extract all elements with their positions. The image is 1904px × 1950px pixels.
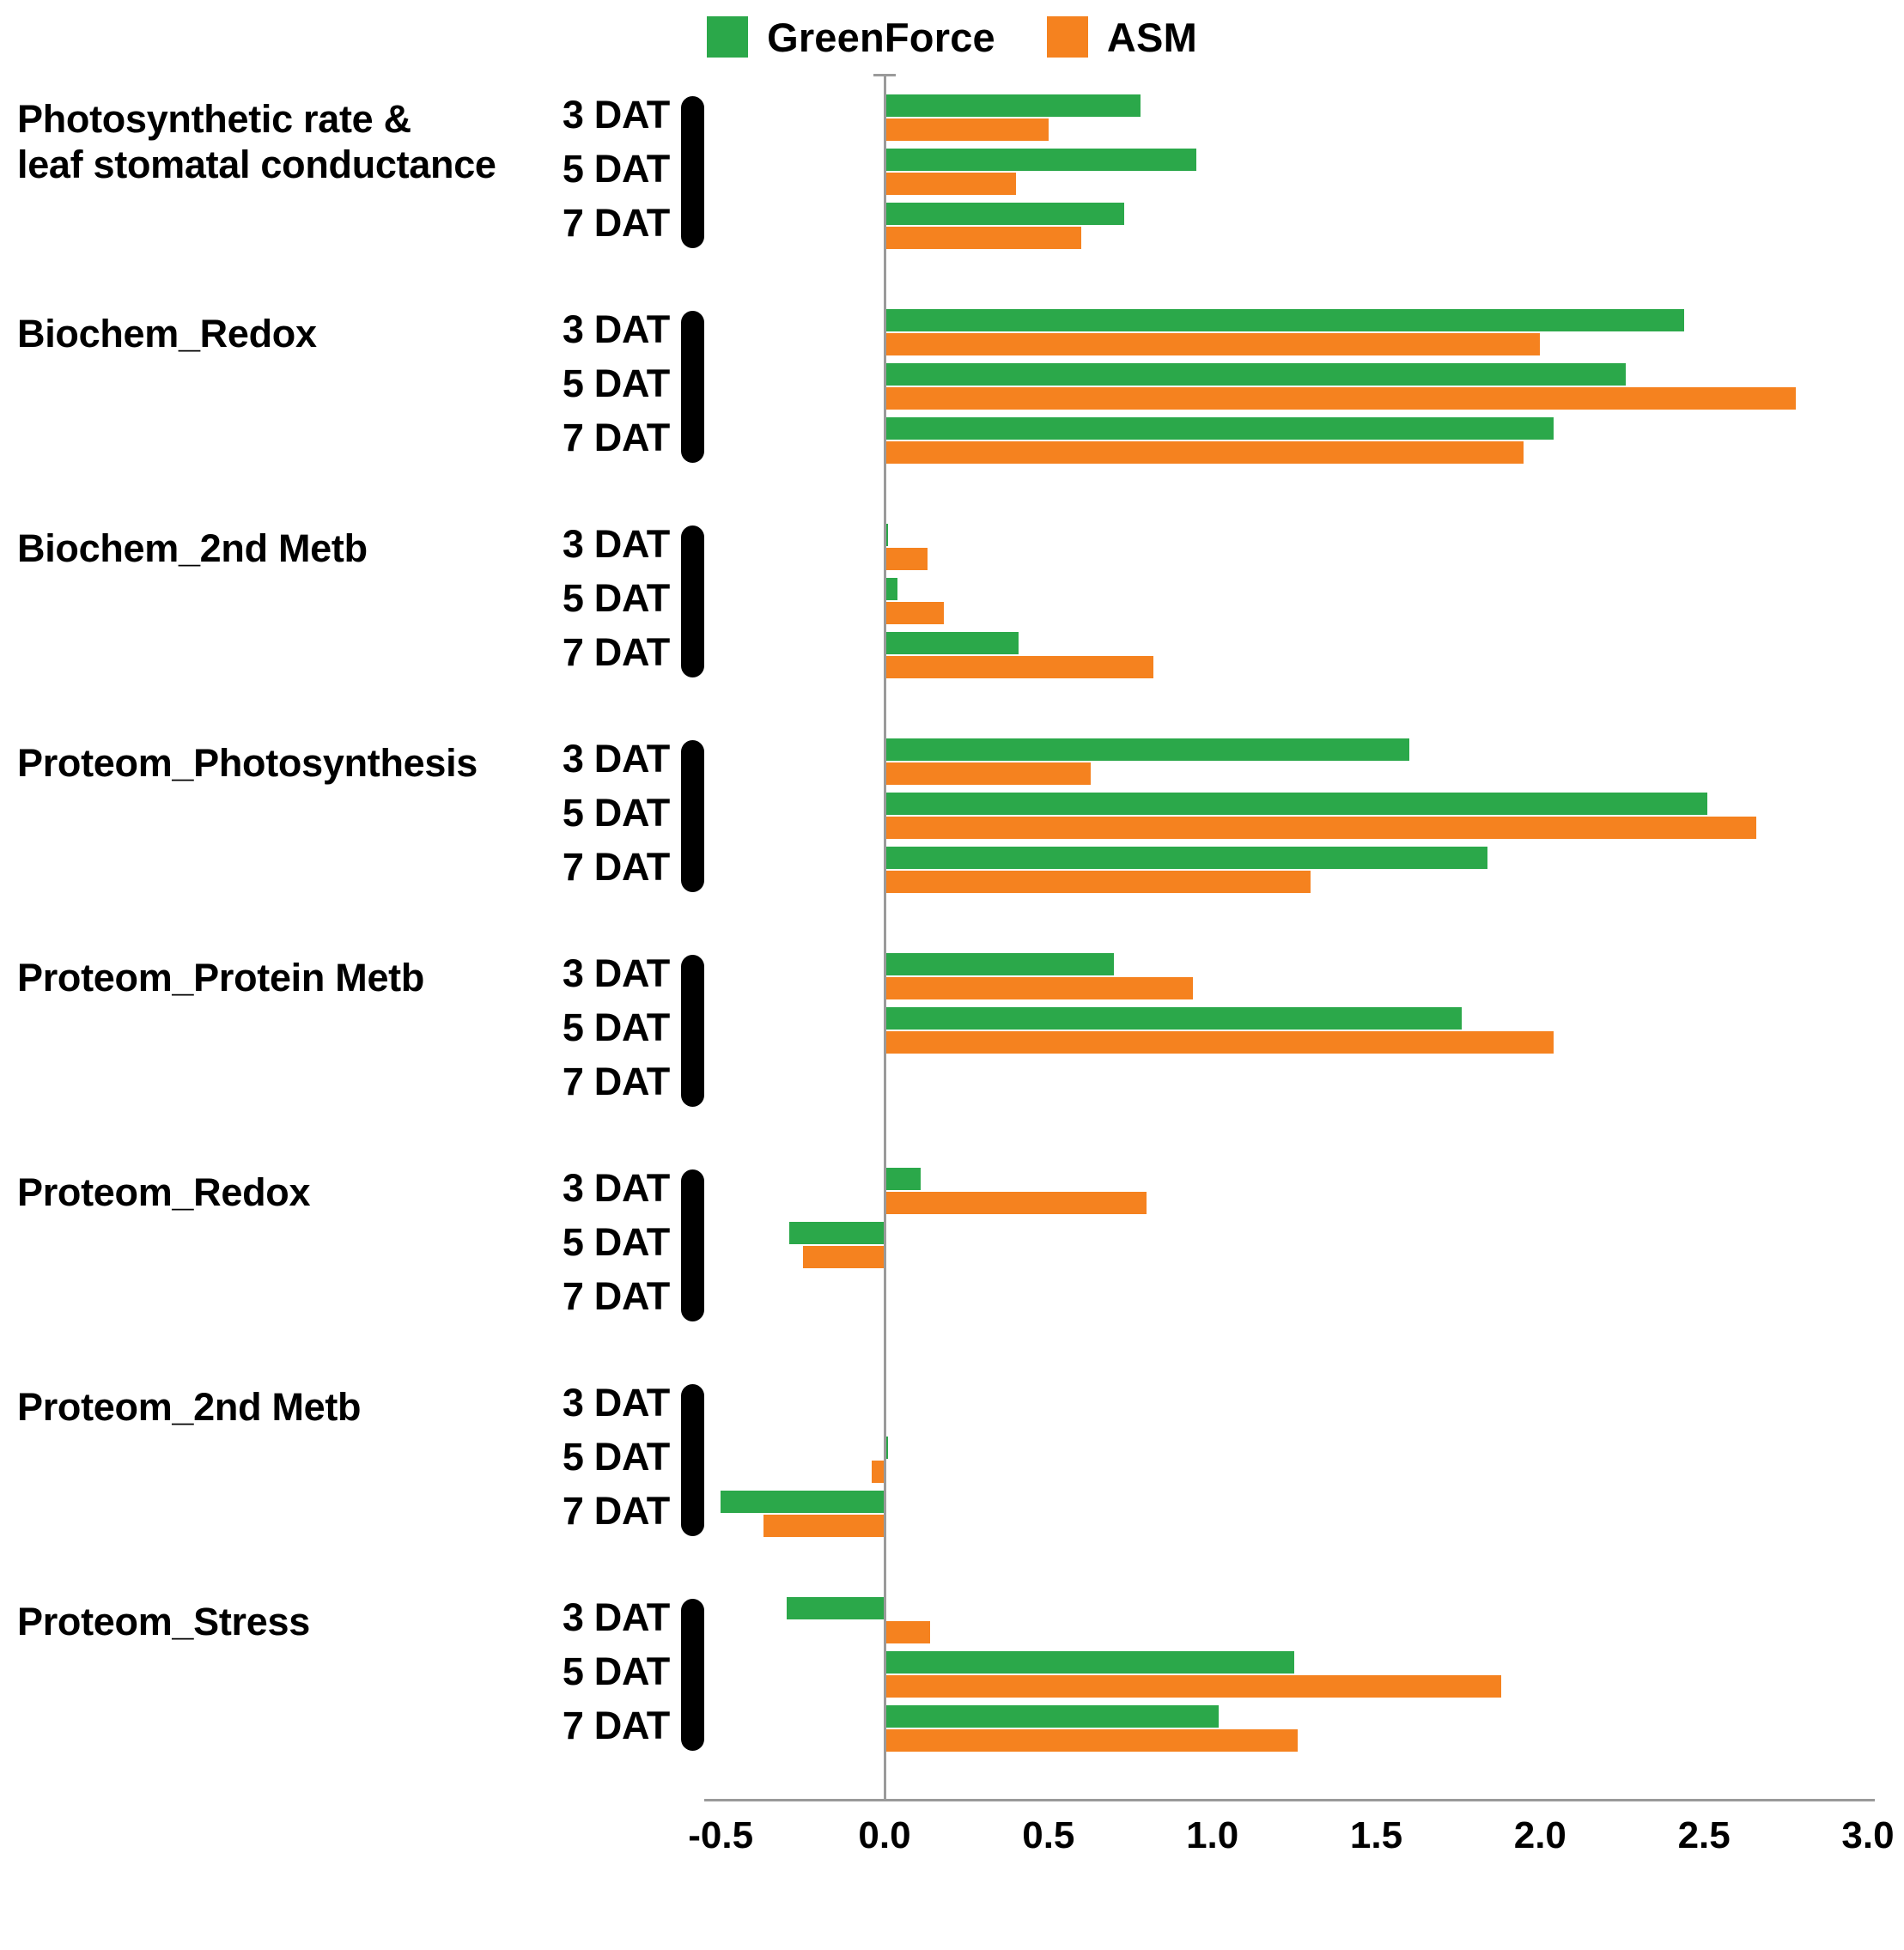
x-tick-label: 3.0 [1841, 1814, 1895, 1856]
legend-entry-asm [1047, 14, 1197, 61]
group-label [17, 1169, 532, 1215]
bar-asm [885, 871, 1311, 893]
bar-asm [885, 227, 1081, 249]
group-label-line: Proteom_Photosynthesis [17, 741, 478, 785]
timepoint-label: 5 DAT [562, 1649, 670, 1693]
bar-asm [885, 1031, 1554, 1054]
bar-greenforce [885, 149, 1196, 171]
bar-asm [763, 1515, 885, 1537]
legend-label-greenforce: GreenForce [767, 14, 995, 60]
timepoint-label: 3 DAT [562, 951, 670, 995]
group-bracket [681, 311, 704, 463]
timepoint-label: 7 DAT [562, 1060, 670, 1103]
bar-greenforce [885, 417, 1554, 440]
group-label-line: Biochem_2nd Metb [17, 526, 368, 570]
bar-greenforce [885, 1651, 1294, 1674]
chart-group [0, 1164, 1904, 1327]
plot-area [0, 74, 1904, 1877]
orange-square-swatch [1047, 16, 1088, 58]
chart-group [0, 950, 1904, 1112]
bar-asm [885, 656, 1153, 678]
bar-greenforce [885, 363, 1626, 386]
timepoint-label: 5 DAT [562, 361, 670, 405]
timepoint-label: 3 DAT [562, 1595, 670, 1639]
group-label [17, 96, 532, 187]
bar-asm [885, 118, 1049, 141]
x-tick-label: 1.5 [1349, 1814, 1403, 1856]
bar-greenforce [885, 1705, 1219, 1728]
group-label-line: leaf stomatal conductance [17, 143, 496, 187]
timepoint-label: 5 DAT [562, 576, 670, 620]
bar-greenforce [721, 1491, 885, 1513]
x-tick-label: 2.0 [1513, 1814, 1566, 1856]
timepoint-label: 3 DAT [562, 737, 670, 781]
group-label [17, 311, 532, 356]
bar-greenforce [885, 632, 1019, 654]
group-label [17, 955, 532, 1000]
bar-greenforce [885, 203, 1124, 225]
x-tick-label: 0.5 [1022, 1814, 1075, 1856]
timepoint-label: 5 DAT [562, 147, 670, 191]
legend-label-asm: ASM [1106, 14, 1197, 60]
timepoint-label: 3 DAT [562, 522, 670, 566]
chart-group [0, 735, 1904, 897]
chart-group [0, 91, 1904, 253]
timepoint-label: 7 DAT [562, 1274, 670, 1318]
group-label [17, 1599, 532, 1644]
bar-asm [885, 1729, 1298, 1752]
bar-greenforce [885, 309, 1684, 331]
group-bracket [681, 96, 704, 248]
timepoint-label: 3 DAT [562, 1166, 670, 1210]
bar-asm [885, 1675, 1501, 1698]
x-tick-label: 0.0 [858, 1814, 911, 1856]
group-bracket [681, 1599, 704, 1751]
bar-asm [885, 548, 928, 570]
bar-greenforce [885, 953, 1114, 975]
chart-group [0, 1594, 1904, 1756]
group-label-line: Biochem_Redox [17, 312, 317, 355]
bar-asm [885, 817, 1756, 839]
group-label-line: Photosynthetic rate & [17, 97, 411, 141]
bar-asm [885, 762, 1091, 785]
bar-greenforce [885, 1168, 921, 1190]
group-label-line: Proteom_Redox [17, 1170, 311, 1214]
bar-greenforce [885, 738, 1409, 761]
x-tick-label: -0.5 [688, 1814, 754, 1856]
x-tick-label: 1.0 [1186, 1814, 1239, 1856]
group-label-line: Proteom_Protein Metb [17, 956, 425, 999]
group-label [17, 740, 532, 786]
timepoint-label: 5 DAT [562, 791, 670, 835]
bar-asm [803, 1246, 885, 1268]
timepoint-label: 7 DAT [562, 1704, 670, 1747]
group-bracket [681, 1169, 704, 1321]
timepoint-label: 7 DAT [562, 416, 670, 459]
group-bracket [681, 955, 704, 1107]
bar-asm [872, 1461, 885, 1483]
bar-greenforce [885, 793, 1707, 815]
bar-greenforce [885, 1007, 1462, 1030]
bar-greenforce [885, 578, 897, 600]
bar-greenforce [885, 847, 1487, 869]
group-label-line: Proteom_2nd Metb [17, 1385, 362, 1429]
timepoint-label: 7 DAT [562, 1489, 670, 1533]
timepoint-label: 7 DAT [562, 630, 670, 674]
bar-asm [885, 441, 1524, 464]
bar-asm [885, 602, 944, 624]
bar-asm [885, 173, 1016, 195]
group-label-line: Proteom_Stress [17, 1600, 310, 1643]
timepoint-label: 7 DAT [562, 201, 670, 245]
zero-axis-line [884, 74, 886, 1799]
timepoint-label: 3 DAT [562, 93, 670, 137]
chart-group [0, 306, 1904, 468]
group-bracket [681, 525, 704, 677]
grouped-horizontal-bar-chart [0, 74, 1904, 1950]
bar-greenforce [787, 1597, 885, 1619]
timepoint-label: 7 DAT [562, 845, 670, 889]
group-label [17, 525, 532, 571]
bar-asm [885, 1192, 1147, 1214]
bar-greenforce [885, 94, 1141, 117]
bar-greenforce [789, 1222, 885, 1244]
legend-entry-greenforce [707, 14, 995, 61]
group-bracket [681, 740, 704, 892]
bar-asm [885, 977, 1193, 999]
chart-group [0, 1379, 1904, 1541]
x-tick-label: 2.5 [1677, 1814, 1731, 1856]
timepoint-label: 5 DAT [562, 1220, 670, 1264]
group-bracket [681, 1384, 704, 1536]
timepoint-label: 5 DAT [562, 1435, 670, 1479]
x-axis-line [704, 1799, 1875, 1801]
group-label [17, 1384, 532, 1430]
bar-asm [885, 387, 1796, 410]
timepoint-label: 3 DAT [562, 1381, 670, 1425]
bar-asm [885, 1621, 930, 1643]
chart-legend [0, 0, 1904, 74]
timepoint-label: 5 DAT [562, 1005, 670, 1049]
green-square-swatch [707, 16, 748, 58]
bar-asm [885, 333, 1540, 355]
chart-group [0, 520, 1904, 683]
timepoint-label: 3 DAT [562, 307, 670, 351]
